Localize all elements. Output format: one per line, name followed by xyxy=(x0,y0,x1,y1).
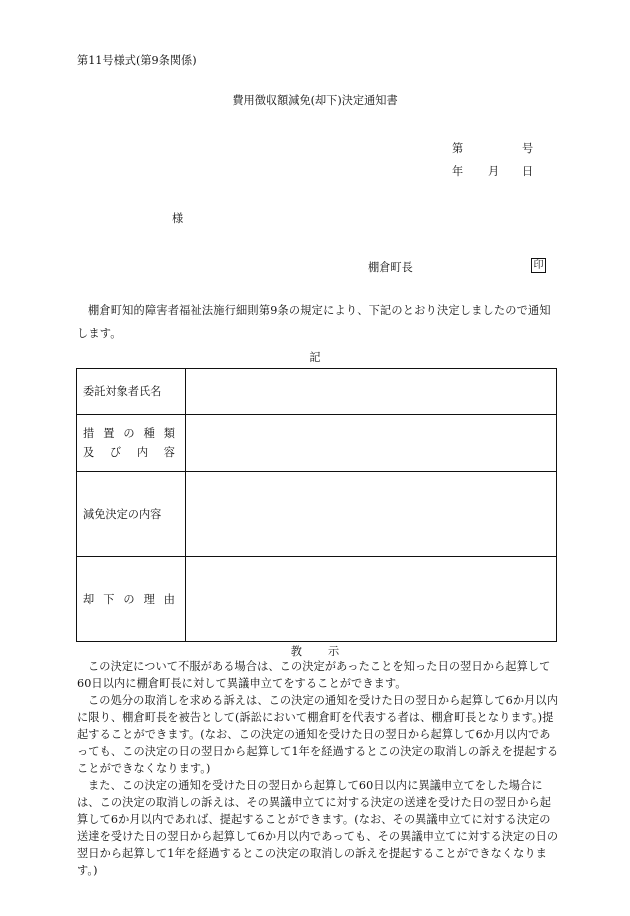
label-char: の xyxy=(123,427,135,440)
label-line-2 xyxy=(83,443,175,462)
seal-stamp: 印 xyxy=(531,258,546,273)
date-day: 日 xyxy=(522,165,534,178)
notice-paragraph: この処分の取消しを求める訴えは、この決定の通知を受けた日の翌日から起算して6か月以内に限り、棚倉町長を被告として(訴訟において棚倉町を代表する者は、棚倉町長となります。)提起することができます。(なお、この決定の通知を受けた日の翌日から起算して6か月以内であっても、この決定の日の翌日から起算して1年を経過するとこの決定の取消しの訴えを提起することができなくなります。) xyxy=(77,694,559,775)
label-char: 却 xyxy=(83,592,95,606)
row-label-rejection-reason xyxy=(77,557,186,642)
body-text: 棚倉町知的障害者福祉法施行細則第9条の規定により、下記のとおり決定しましたので通知します。 xyxy=(77,304,551,340)
date-line xyxy=(452,163,537,179)
date-month: 月 xyxy=(488,165,500,178)
field-subject-name[interactable] xyxy=(186,369,557,415)
form-number: 第11号様式(第9条関係) xyxy=(77,54,197,67)
table-row xyxy=(77,472,557,557)
record-table xyxy=(76,368,557,642)
row-label-reduction-content: 減免決定の内容 xyxy=(77,472,186,557)
table-row xyxy=(77,557,557,642)
label-char: 理 xyxy=(143,592,155,606)
notice-section xyxy=(77,658,561,879)
label-char: 内 xyxy=(136,446,149,459)
label-char: 置 xyxy=(103,427,115,440)
field-measure-type[interactable] xyxy=(186,415,557,472)
table-row xyxy=(77,369,557,415)
kyouji-heading: 教示 xyxy=(290,645,366,658)
row-label-measure-type xyxy=(77,415,186,472)
label-char: 由 xyxy=(163,592,175,606)
row-label-subject-name: 委託対象者氏名 xyxy=(77,369,186,415)
table-row xyxy=(77,415,557,472)
ki-heading: 記 xyxy=(309,351,321,364)
number-prefix: 第 xyxy=(452,142,464,155)
label-char: 及 xyxy=(83,446,95,459)
notice-paragraph: この決定について不服がある場合は、この決定があったことを知った日の翌日から起算して60日以内に棚倉町長に対して異議申立てをすることができます。 xyxy=(77,660,551,690)
date-year: 年 xyxy=(452,165,464,178)
document-title: 費用徴収額減免(却下)決定通知書 xyxy=(232,94,398,107)
label-spread xyxy=(83,590,175,609)
label-char: び xyxy=(109,446,122,459)
field-rejection-reason[interactable] xyxy=(186,557,557,642)
document-number-line xyxy=(452,140,537,156)
number-suffix: 号 xyxy=(522,142,534,155)
label-char: の xyxy=(123,592,135,606)
addressee-honorific: 様 xyxy=(172,212,184,225)
label-line-1 xyxy=(83,424,175,443)
label-char: 類 xyxy=(163,427,175,440)
label-char: 措 xyxy=(83,427,95,440)
label-char: 種 xyxy=(143,427,155,440)
label-char: 容 xyxy=(163,446,175,459)
notice-paragraph: また、この決定の通知を受けた日の翌日から起算して60日以内に異議申立てをした場合には、この決定の取消しの訴えは、その異議申立てに対する決定の送達を受けた日の翌日から起算して6か月以内であれば、提起することができます。(なお、その異議申立てに対する決定の送達を受けた日の翌日から起算して6か月以内であっても、その異議申立てに対する決定の日の翌日から起算して1年を経過するとこの決定の取消しの訴えを提起することができなくなります。) xyxy=(77,779,559,877)
field-reduction-content[interactable] xyxy=(186,472,557,557)
issuer-name: 棚倉町長 xyxy=(368,261,413,274)
label-char: 下 xyxy=(103,592,115,606)
